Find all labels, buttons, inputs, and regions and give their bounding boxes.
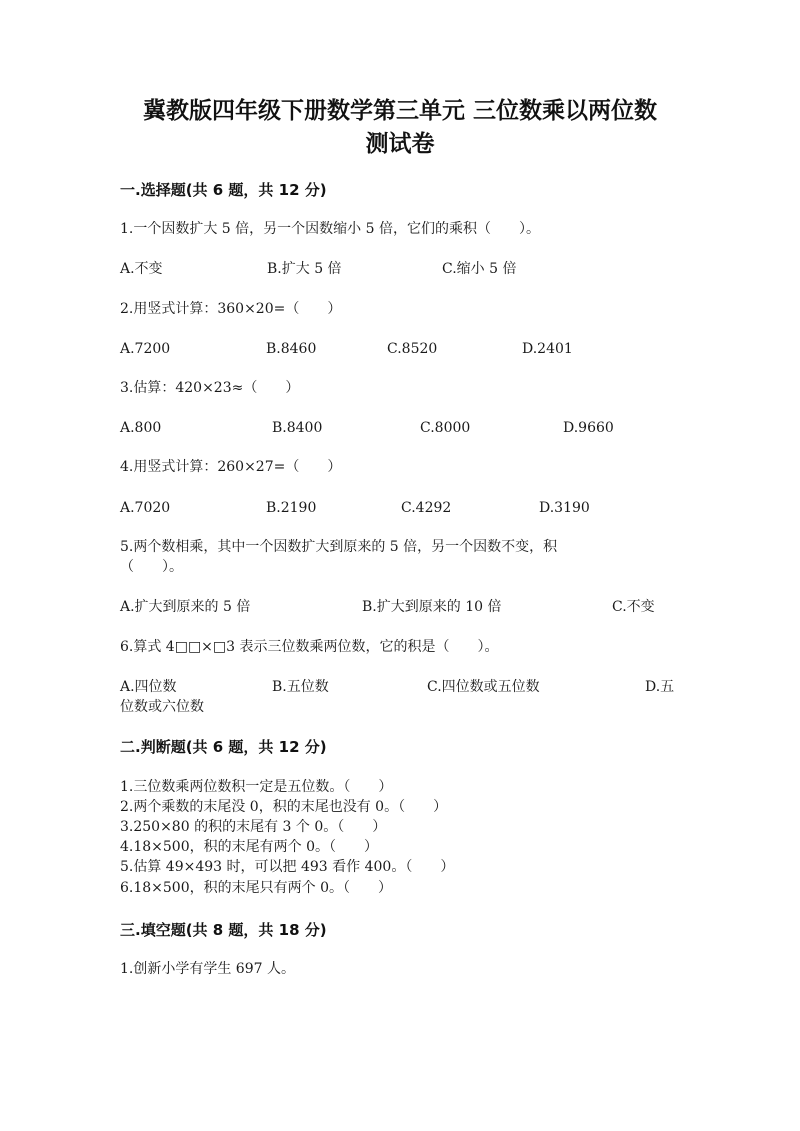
option-c: C.4292 (401, 500, 452, 516)
option-d: D.2401 (522, 341, 573, 357)
list-item: 2.两个乘数的末尾没 0，积的末尾也没有 0。（ ） (120, 799, 448, 815)
option-d-cont: 位数或六位数 (120, 699, 204, 715)
question-text: 6.算式 4□□×□3 表示三位数乘两位数，它的积是（ ）。 (120, 639, 499, 655)
option-b: B.五位数 (272, 679, 329, 695)
option-c: C.8520 (387, 341, 438, 357)
question-text: 4.用竖式计算：260×27=（ ） (120, 459, 342, 475)
option-a: A.扩大到原来的 5 倍 (120, 599, 251, 615)
list-item: 4.18×500，积的末尾有两个 0。（ ） (120, 839, 378, 855)
section-heading-judge: 二.判断题(共 6 题，共 12 分) (120, 738, 327, 756)
question-text: 3.估算：420×23≈（ ） (120, 380, 300, 396)
option-b: B.2190 (266, 500, 317, 516)
option-c: C.8000 (420, 420, 471, 436)
section-heading-choice: 一.选择题(共 6 题，共 12 分) (120, 181, 327, 199)
question-text-cont: （ ）。 (120, 559, 183, 575)
page-title: 冀教版四年级下册数学第三单元 三位数乘以两位数 (142, 98, 657, 124)
option-a: A.7200 (120, 341, 171, 357)
option-c: C.缩小 5 倍 (442, 261, 517, 277)
list-item: 3.250×80 的积的末尾有 3 个 0。（ ） (120, 819, 387, 835)
option-c: C.不变 (612, 599, 655, 615)
option-d: D.9660 (563, 420, 614, 436)
option-d: D.3190 (539, 500, 590, 516)
option-d: D.五 (645, 679, 675, 695)
option-b: B.扩大 5 倍 (267, 261, 342, 277)
option-a: A.不变 (120, 261, 163, 277)
question-text: 1.创新小学有学生 697 人。 (120, 961, 295, 977)
option-b: B.扩大到原来的 10 倍 (362, 599, 502, 615)
section-heading-fill: 三.填空题(共 8 题，共 18 分) (120, 921, 327, 939)
question-text: 1.一个因数扩大 5 倍，另一个因数缩小 5 倍，它们的乘积（ ）。 (120, 221, 540, 237)
list-item: 1.三位数乘两位数积一定是五位数。（ ） (120, 779, 393, 795)
option-b: B.8460 (266, 341, 317, 357)
question-text: 2.用竖式计算：360×20=（ ） (120, 301, 342, 317)
question-text: 5.两个数相乘，其中一个因数扩大到原来的 5 倍，另一个因数不变，积 (120, 539, 558, 555)
option-a: A.7020 (120, 500, 171, 516)
option-a: A.四位数 (120, 679, 177, 695)
option-c: C.四位数或五位数 (427, 679, 540, 695)
page-title-line2: 测试卷 (365, 131, 435, 157)
option-b: B.8400 (272, 420, 323, 436)
option-a: A.800 (120, 420, 162, 436)
list-item: 5.估算 49×493 时，可以把 493 看作 400。（ ） (120, 859, 455, 875)
list-item: 6.18×500，积的末尾只有两个 0。（ ） (120, 880, 392, 896)
